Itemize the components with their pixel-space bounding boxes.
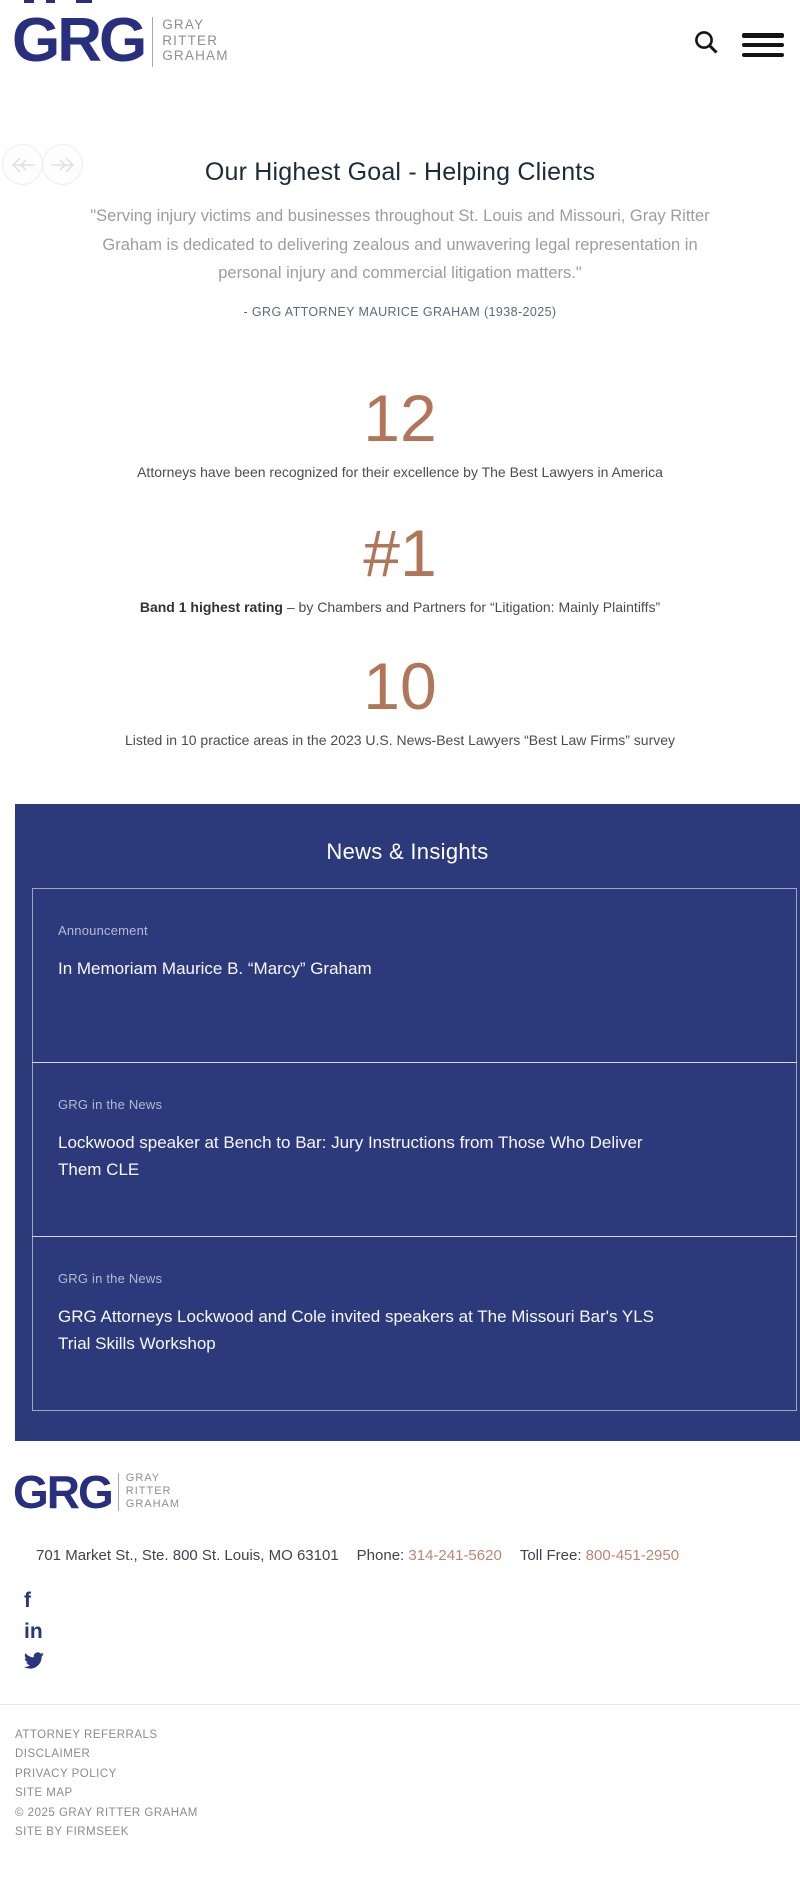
logo-divider (152, 17, 153, 67)
carousel-controls (2, 144, 83, 185)
news-section-title: News & Insights (326, 838, 489, 864)
tollfree-label: Toll Free: (519, 1546, 582, 1564)
hero-quote: "Serving injury victims and businesses throughout St. Louis and Missouri, Gray Ritter Graham is dedicated to delivering zealous and unwavering legal representation in personal injury and commercial litigation matters." (90, 207, 710, 282)
stat-best-lawyers (0, 380, 800, 480)
quote-attribution: - GRG ATTORNEY MAURICE GRAHAM (1938-2025) (243, 304, 557, 319)
hamburger-menu-icon[interactable] (742, 33, 784, 57)
social-links (24, 1590, 800, 1678)
hero-title: Our Highest Goal - Helping Clients (204, 158, 596, 186)
site-footer (0, 1465, 800, 1843)
stat-number: #1 (363, 515, 437, 590)
site-header (0, 0, 800, 100)
hero-section (0, 100, 800, 319)
header-logo[interactable] (12, 6, 800, 75)
footer-link-disclaimer[interactable]: DISCLAIMER (15, 1748, 91, 1761)
logo-wordmark: GRAY RITTER GRAHAM (125, 1472, 181, 1511)
stat-caption: Attorneys have been recognized for their excellence by The Best Lawyers in America (137, 463, 663, 480)
street-address: 701 Market St., Ste. 800 St. Louis, MO 63101 (36, 1546, 339, 1564)
footer-link-site-map[interactable]: SITE MAP (15, 1787, 73, 1800)
news-card[interactable] (32, 1062, 797, 1237)
phone-label: Phone: (356, 1546, 405, 1564)
news-insights-section (15, 804, 800, 1441)
stat-caption: Band 1 highest rating – by Chambers and Partners for “Litigation: Mainly Plaintiffs” (139, 598, 661, 615)
news-card[interactable] (32, 1236, 797, 1411)
news-card-category: GRG in the News (58, 1096, 163, 1112)
linkedin-icon[interactable]: in (24, 1619, 43, 1643)
logo-divider (118, 1473, 119, 1511)
footer-logo[interactable] (13, 1465, 800, 1518)
news-card-category: GRG in the News (58, 1270, 163, 1286)
footer-bottom-links (0, 1704, 800, 1843)
footer-link-attorney-referrals[interactable]: ATTORNEY REFERRALS (15, 1728, 158, 1741)
site-by-firmseek-link[interactable]: SITE BY FIRMSEEK (15, 1826, 129, 1839)
copyright-text: © 2025 GRAY RITTER GRAHAM (15, 1806, 198, 1819)
carousel-prev-button[interactable] (2, 144, 43, 185)
stat-number: 12 (363, 380, 437, 455)
stat-practice-areas (0, 648, 800, 748)
footer-address (36, 1547, 800, 1564)
facebook-icon[interactable]: f (24, 1588, 31, 1612)
news-card-title[interactable]: Lockwood speaker at Bench to Bar: Jury Instructions from Those Who Deliver Them CLE (58, 1132, 643, 1179)
twitter-icon[interactable] (24, 1652, 800, 1669)
logo-wordmark: GRAY RITTER GRAHAM (162, 17, 229, 64)
news-card-list (32, 888, 797, 1411)
footer-link-privacy-policy[interactable]: PRIVACY POLICY (15, 1767, 117, 1780)
tollfree-link[interactable]: 800-451-2950 (585, 1546, 680, 1564)
news-card-title[interactable]: GRG Attorneys Lockwood and Cole invited speakers at The Missouri Bar's YLS Trial Skills Workshop (58, 1306, 655, 1353)
search-icon[interactable] (693, 30, 723, 58)
carousel-next-button[interactable] (42, 144, 83, 185)
phone-link[interactable]: 314-241-5620 (408, 1546, 502, 1564)
stat-caption: Listed in 10 practice areas in the 2023 U.S. News-Best Lawyers “Best Law Firms” survey (124, 731, 676, 748)
stat-band1-rating (0, 515, 800, 615)
logo-initials: GRG (13, 1465, 112, 1518)
logo-initials: GRG (12, 6, 145, 75)
stat-number: 10 (363, 648, 437, 723)
news-card[interactable] (32, 888, 797, 1063)
stats-section (0, 380, 800, 748)
news-card-title[interactable]: In Memoriam Maurice B. “Marcy” Graham (58, 958, 372, 978)
news-card-category: Announcement (58, 922, 148, 938)
